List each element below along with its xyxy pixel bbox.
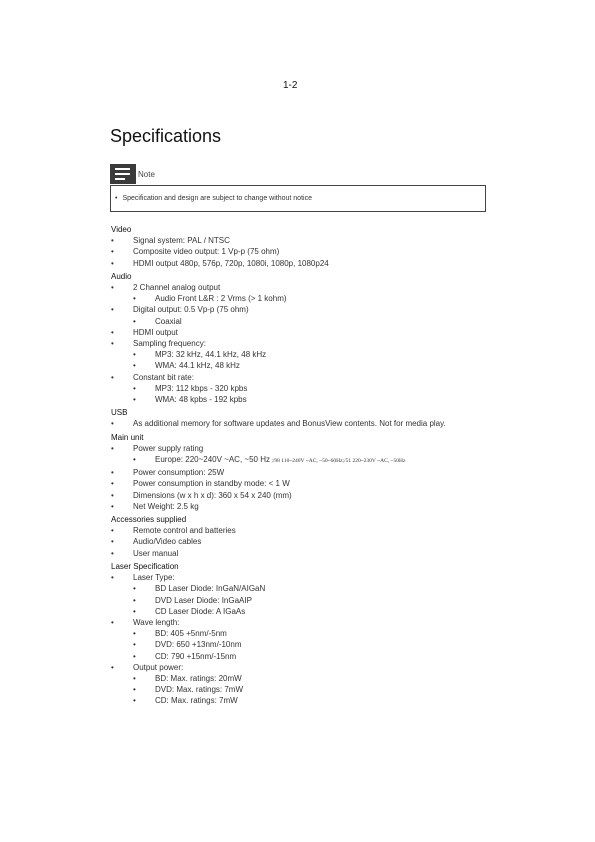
spec-subitem-text: Audio Front L&R : 2 Vrms (> 1 kohm) (155, 294, 287, 304)
bullet: • (111, 548, 114, 558)
spec-subitem (111, 383, 511, 394)
note-box (110, 185, 486, 212)
spec-subitem-text: BD: Max. ratings: 20mW (155, 673, 242, 683)
spec-item (111, 662, 511, 673)
specifications-list (111, 222, 511, 707)
spec-item-text: As additional memory for software updates and BonusView contents. Not for media play. (133, 419, 446, 429)
section-title: USB (111, 408, 128, 418)
spec-section (111, 271, 511, 405)
spec-item (111, 490, 511, 501)
spec-item (111, 338, 511, 349)
spec-subitem (111, 583, 511, 594)
bullet: • (111, 537, 114, 547)
bullet: • (133, 383, 136, 393)
bullet: • (111, 258, 114, 268)
spec-section (111, 514, 511, 559)
spec-item (111, 443, 511, 454)
spec-item (111, 525, 511, 536)
spec-subitem (111, 684, 511, 695)
bullet: • (111, 372, 114, 382)
spec-item (111, 572, 511, 583)
bullet: • (111, 617, 114, 627)
spec-item-text: User manual (133, 548, 179, 558)
spec-item-text: Wave length: (133, 617, 180, 627)
spec-item-text: HDMI output (133, 327, 178, 337)
bullet: • (133, 673, 136, 683)
spec-item-text: Signal system: PAL / NTSC (133, 236, 230, 246)
spec-subitem-text: WMA: 48 kpbs - 192 kpbs (155, 395, 247, 405)
spec-item (111, 501, 511, 512)
spec-item (111, 282, 511, 293)
spec-item (111, 617, 511, 628)
bullet: • (133, 696, 136, 706)
bullet: • (133, 294, 136, 304)
spec-item (111, 246, 511, 257)
spec-subitem-text: BD: 405 +5nm/-5nm (155, 629, 227, 639)
spec-subitem (111, 595, 511, 606)
spec-item (111, 478, 511, 489)
note-icon (110, 164, 136, 184)
spec-item (111, 536, 511, 547)
spec-subitem-text: Europe: 220~240V ~AC, ~50 Hz (155, 455, 270, 465)
note-label: Note (138, 169, 155, 179)
bullet: • (133, 595, 136, 605)
spec-subitem (111, 606, 511, 617)
spec-subitem (111, 639, 511, 650)
spec-subitem (111, 293, 511, 304)
bullet: • (115, 195, 118, 202)
section-title: Video (111, 225, 132, 234)
bullet: • (111, 468, 114, 478)
bullet: • (133, 350, 136, 360)
spec-item (111, 548, 511, 559)
bullet: • (111, 573, 114, 583)
spec-item (111, 467, 511, 478)
bullet: • (111, 490, 114, 500)
spec-item-text: Net Weight: 2.5 kg (133, 501, 199, 511)
spec-section (111, 432, 511, 512)
page-title: Specifications (110, 126, 222, 146)
spec-item (111, 418, 511, 429)
spec-subitem (111, 360, 511, 371)
spec-item-text: Digital output: 0.5 Vp-p (75 ohm) (133, 305, 249, 315)
spec-section (111, 407, 511, 429)
bullet: • (111, 327, 114, 337)
section-title: Main unit (111, 432, 144, 442)
bullet: • (111, 283, 114, 293)
bullet: • (133, 606, 136, 616)
bullet: • (111, 662, 114, 672)
spec-subitem (111, 651, 511, 662)
bullet: • (133, 361, 136, 371)
bullet: • (133, 685, 136, 695)
section-title: Audio (111, 271, 132, 281)
section-title: Laser Specification (111, 561, 179, 571)
bullet: • (111, 443, 114, 453)
spec-subitem (111, 454, 511, 467)
bullet: • (111, 419, 114, 429)
spec-item-text: Audio/Video cables (133, 537, 202, 547)
spec-subitem-text: CD Laser Diode: A IGaAs (155, 606, 246, 616)
spec-section (111, 561, 511, 707)
spec-subitem-text: DVD Laser Diode: InGaAIP (155, 595, 252, 605)
spec-subitem-text: MP3: 32 kHz, 44.1 kHz, 48 kHz (155, 350, 267, 360)
bullet: • (133, 395, 136, 405)
bullet: • (111, 526, 114, 536)
spec-item-text: Constant bit rate: (133, 372, 194, 382)
bullet: • (133, 640, 136, 650)
spec-subitem-text: WMA: 44.1 kHz, 48 kHz (155, 361, 240, 371)
spec-subitem (111, 673, 511, 684)
bullet: • (111, 236, 114, 246)
spec-item (111, 372, 511, 383)
spec-item-text: Output power: (133, 662, 184, 672)
bullet: • (111, 339, 114, 349)
spec-item (111, 304, 511, 315)
spec-subitem (111, 394, 511, 405)
spec-subitem-text: Coaxial (155, 316, 182, 326)
spec-subitem-text: MP3: 112 kbps - 320 kpbs (155, 383, 248, 393)
page-number: 1-2 (283, 80, 298, 91)
bullet: • (133, 316, 136, 326)
spec-item-text: Composite video output: 1 Vp-p (75 ohm) (133, 247, 280, 257)
spec-item-text: Dimensions (w x h x d): 360 x 54 x 240 (mm) (133, 490, 292, 500)
spec-item (111, 327, 511, 338)
spec-item-text: 2 Channel analog output (133, 283, 221, 293)
bullet: • (111, 479, 114, 489)
spec-item-text: Remote control and batteries (133, 526, 236, 536)
spec-item-text: HDMI output 480p, 576p, 720p, 1080i, 1080p, 1080p24 (133, 258, 329, 268)
spec-subitem-text: CD: 790 +15nm/-15nm (155, 651, 237, 661)
spec-item-text: Power supply rating (133, 443, 204, 453)
spec-subitem-text: DVD: Max. ratings: 7mW (155, 685, 244, 695)
spec-section (111, 224, 511, 269)
spec-subitem-text: BD Laser Diode: InGaN/AIGaN (155, 584, 266, 594)
spec-subitem (111, 628, 511, 639)
spec-item (111, 258, 511, 269)
spec-item-text: Power consumption in standby mode: < 1 W (133, 479, 290, 489)
spec-subitem (111, 695, 511, 706)
section-title: Accessories supplied (111, 515, 187, 525)
bullet: • (111, 305, 114, 315)
note-text: Specification and design are subject to change without notice (122, 195, 312, 202)
spec-item-text: Laser Type: (133, 573, 175, 583)
spec-subitem-variants: ;/98 110~240V ~AC, ~50~60Hz;/51 220~230V ~AC, ~50Hz (269, 458, 406, 465)
spec-subitem-text: CD: Max. ratings: 7mW (155, 696, 238, 706)
spec-subitem (111, 316, 511, 327)
bullet: • (133, 455, 136, 465)
bullet: • (133, 651, 136, 661)
spec-item-text: Sampling frequency: (133, 339, 206, 349)
spec-item (111, 235, 511, 246)
spec-item-text: Power consumption: 25W (133, 468, 225, 478)
spec-subitem-text: DVD: 650 +13nm/-10nm (155, 640, 242, 650)
bullet: • (111, 501, 114, 511)
bullet: • (111, 247, 114, 257)
note-header (110, 164, 155, 184)
bullet: • (133, 629, 136, 639)
spec-subitem (111, 349, 511, 360)
bullet: • (133, 584, 136, 594)
